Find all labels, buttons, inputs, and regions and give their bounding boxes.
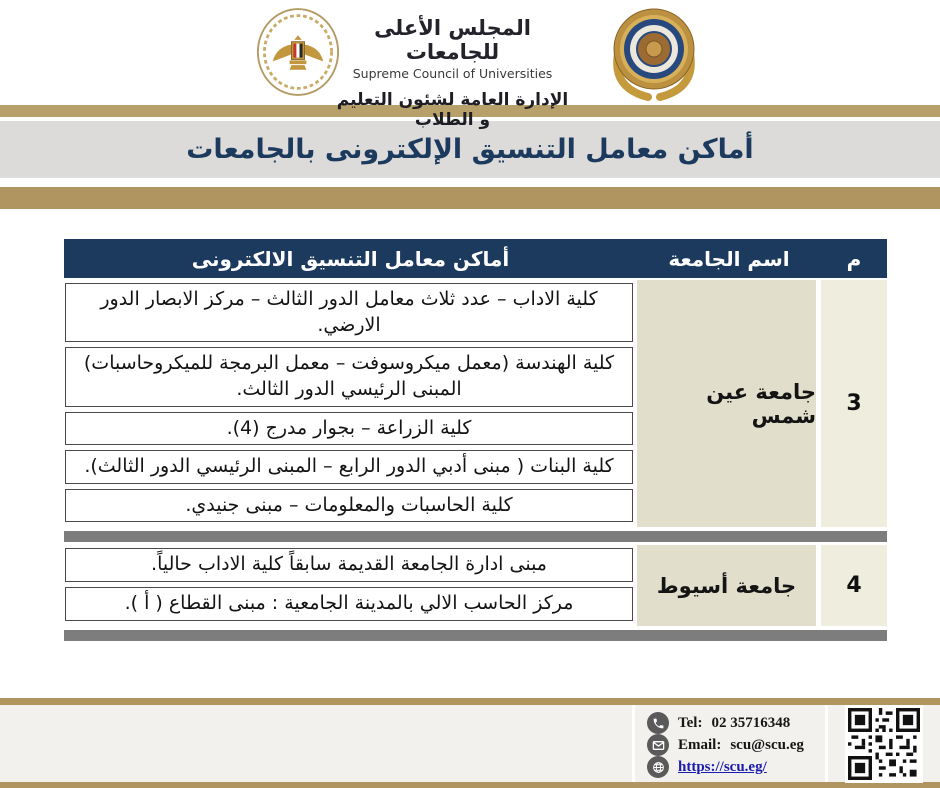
header-text-block xyxy=(330,16,575,130)
email-value: scu@scu.eg xyxy=(730,736,804,753)
globe-icon xyxy=(647,756,669,778)
page-title: أماكن معامل التنسيق الإلكترونى بالجامعات xyxy=(186,134,754,165)
qr-code-icon xyxy=(845,705,923,783)
university-name: جامعة عين شمس xyxy=(637,280,821,527)
row-number: 4 xyxy=(821,545,887,625)
location-row: كلية الحاسبات والمعلومات – مبنى جنيدي. xyxy=(65,489,633,523)
column-header-university: اسم الجامعة xyxy=(668,246,790,271)
tan-divider-bottom xyxy=(0,187,940,209)
locations-cell xyxy=(64,545,637,625)
location-row: كلية الهندسة (معمل ميكروسوفت – معمل البرمجة للميكروحاسبات) المبنى الرئيسي الدور الثالث. xyxy=(65,347,633,406)
tel-value: 02 35716348 xyxy=(711,714,791,731)
university-name: جامعة أسيوط xyxy=(637,545,821,625)
footer xyxy=(0,698,940,788)
org-name-arabic: المجلس الأعلى للجامعات xyxy=(374,16,531,65)
location-row: مركز الحاسب الالي بالمدينة الجامعية : مبنى القطاع ( أ ). xyxy=(65,587,633,621)
table-section-ain-shams xyxy=(64,280,887,527)
locations-cell xyxy=(64,280,637,527)
column-header-number: م xyxy=(846,246,862,271)
ministry-seal-icon xyxy=(256,6,340,98)
location-row: مبنى ادارة الجامعة القديمة سابقاً كلية الاداب حالياً. xyxy=(65,548,633,582)
phone-icon xyxy=(647,712,669,734)
tel-row xyxy=(647,712,821,734)
location-row: كلية الاداب – عدد ثلاث معامل الدور الثالث – مركز الابصار الدور الارضي. xyxy=(65,283,633,342)
contact-block xyxy=(635,705,825,782)
table-header-row xyxy=(64,239,887,278)
row-number: 3 xyxy=(821,280,887,527)
footer-tan-bar-top xyxy=(0,698,940,705)
qr-zone xyxy=(828,705,940,782)
email-icon xyxy=(647,734,669,756)
section-separator xyxy=(64,630,887,641)
location-row: كلية البنات ( مبنى أدبي الدور الرابع – المبنى الرئيسي الدور الثالث). xyxy=(65,450,633,484)
tel-label: Tel: xyxy=(678,714,703,731)
website-link[interactable]: https://scu.eg/ xyxy=(678,758,767,775)
table-section-assiut xyxy=(64,545,887,625)
column-header-locations: أماكن معامل التنسيق الالكترونى xyxy=(191,246,510,271)
email-label: Email: xyxy=(678,736,722,753)
website-row xyxy=(647,756,821,778)
org-name-english: Supreme Council of Universities xyxy=(352,66,553,82)
email-row xyxy=(647,734,821,756)
department-name-arabic: الإدارة العامة لشئون التعليم و الطلاب xyxy=(336,90,569,131)
header xyxy=(0,0,940,131)
location-row: كلية الزراعة – بجوار مدرج (4). xyxy=(65,412,633,446)
footer-tan-bar-bottom xyxy=(0,782,940,788)
labs-table xyxy=(64,239,887,644)
section-separator xyxy=(64,531,887,542)
scu-emblem-icon xyxy=(598,4,710,102)
